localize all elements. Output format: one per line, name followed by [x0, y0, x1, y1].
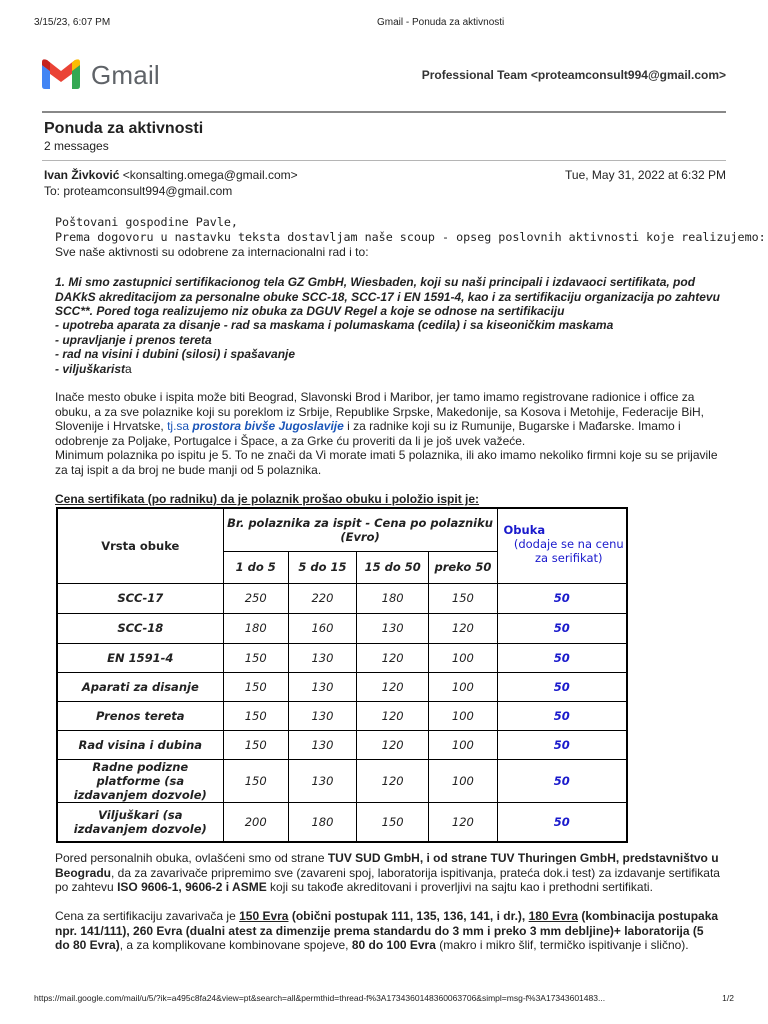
- page-number: 1/2: [722, 993, 734, 1003]
- paragraph-scc: 1. Mi smo zastupnici sertifikacionog tela GZ GmbH, Wiesbaden, koji su naši principali i izdavaoci sertifikata, pod DAKkS akreditacijom za personalne obuke SCC-18, SCC-17 i EN 1591-4, kao i za sertifikaciju organizacija po zahtevu SCC**. Pored toga realizujemo niz obuka za DGUV Regel a koje se odnose na sertifikaciju: [55, 275, 720, 318]
- print-datetime: 3/15/23, 6:07 PM: [34, 17, 111, 28]
- table-row: SCC-18 180 160 130 120 50: [57, 613, 627, 643]
- print-title: Gmail - Ponuda za aktivnosti: [377, 17, 505, 28]
- price-table: [56, 507, 628, 843]
- table-row: EN 1591-4 150 130 120 100 50: [57, 643, 627, 672]
- bullet-item: - upravljanje i prenos tereta: [55, 332, 212, 347]
- sub-header: 5 do 15: [288, 551, 356, 583]
- header-vrsta-obuke: Vrsta obuke: [57, 508, 223, 583]
- table-title: Cena sertifikata (po radniku) da je polaznik prošao obuku i položio ispit je:: [55, 492, 480, 506]
- bullet-list: [55, 318, 720, 376]
- link-yugoslavia[interactable]: prostora bivše Jugoslavije: [192, 419, 344, 433]
- intro-2: Sve naše aktivnosti su odobrene za internacionalni rad i to:: [55, 245, 369, 259]
- header-divider: [42, 111, 726, 113]
- table-row: Viljuškari (sa izdavanjem dozvole) 200 180 150 120 50: [57, 802, 627, 842]
- header-group: Br. polaznika za ispit - Cena po polazniku (Evro): [223, 508, 497, 551]
- sub-header: preko 50: [429, 551, 497, 583]
- paragraph-tuv: Pored personalnih obuka, ovlašćeni smo od strane TUV SUD GmbH, i od strane TUV Thuringen GmbH, predstavništvo u Beogradu, da za zavarivače pripremimo sve (zavareni spoj, laboratorija ispitivanja, prateća dok.i test) za izdavanje sertifikata po zahtevu ISO 9606-1, 9606-2 i ASME koji su takođe akreditovani i proverljivi na sajtu kao i prethodni sertifikati.: [55, 851, 720, 894]
- recipient: To: proteamconsult994@gmail.com: [44, 184, 233, 198]
- intro: Prema dogovoru u nastavku teksta dostavljam naše scoup - opseg poslovnih aktivnosti koje realizujemo:: [55, 230, 766, 244]
- bullet-item: - viljuškarista: [55, 361, 132, 376]
- sender-name: Ivan Živković: [44, 168, 120, 182]
- sub-header: 15 do 50: [357, 551, 429, 583]
- paragraph-welding-prices: Cena za sertifikaciju zavarivača je 150 Evra (obični postupak 111, 135, 136, 141, i dr.), 180 Evra (kombinacija postupaka npr. 141/111), 260 Evra (dualni atest za dimenzije prema standardu do 3 mm i preko 3 mm debljine)+ laboratorija (5 do 80 Evra), a za komplikovane kombinovane spojeve, 80 do 100 Evra (makro i mikro šlif, termičko ispitivanje i slično).: [55, 909, 719, 952]
- table-row: Prenos tereta 150 130 120 100 50: [57, 701, 627, 730]
- message-date: Tue, May 31, 2022 at 6:32 PM: [565, 168, 726, 182]
- gmail-wordmark: Gmail: [91, 60, 160, 90]
- link-tj-sa[interactable]: tj.sa: [167, 419, 190, 433]
- header-obuka: Obuka (dodaje se na cenu za serifikat): [497, 508, 627, 583]
- greeting: Poštovani gospodine Pavle,: [55, 215, 238, 229]
- message-count: 2 messages: [44, 139, 109, 153]
- sender-email: <konsalting.omega@gmail.com>: [122, 168, 298, 182]
- table-row: Radne podizne platforme (sa izdavanjem dozvole) 150 130 120 100 50: [57, 759, 627, 802]
- bullet-tail: a: [125, 361, 132, 376]
- table-row: SCC-17 250 220 180 150 50: [57, 583, 627, 613]
- table-row: Aparati za disanje 150 130 120 100 50: [57, 672, 627, 701]
- thread-subject: Ponuda za aktivnosti: [44, 120, 204, 137]
- thread-divider: [42, 160, 726, 161]
- sender: [44, 168, 298, 182]
- print-url: https://mail.google.com/mail/u/5/?ik=a495c8fa24&view=pt&search=all&permthid=thread-f%3A1734360148360063706&simpl=msg-f%3A17343601483...: [34, 993, 606, 1003]
- account-label: Professional Team <proteamconsult994@gmail.com>: [421, 68, 726, 82]
- table-row: Rad visina i dubina 150 130 120 100 50: [57, 730, 627, 759]
- sub-header: 1 do 5: [223, 551, 288, 583]
- gmail-logo-icon: [42, 58, 80, 89]
- paragraph-location: Inače mesto obuke i ispita može biti Beograd, Slavonski Brod i Maribor, jer tamo imamo registrovane radionice i office za obuku, a za sve polaznike koji su poreklom iz Srbije, Republike Srpske, Makedonije, sa Kosova i Metohije, Federacije BiH, Slovenije i Hrvatske, tj.sa prostora bivše Jugoslavije i za radnike koji su iz Rumunije, Bugarske i Mađarske. Imamo i odobrenje za Poljake, Portugalce i Špace, a za Grke ću proveriti da li je još uvek važeće. Minimum polaznika po ispitu je 5. To ne znači da Vi morate imati 5 polaznika, ili ako imamo nekoliko firmni koje su se prijavile za taj ispit a da broj ne bude manji od 5 polaznika.: [55, 390, 718, 477]
- bullet-item: - rad na visini i dubini (silosi) i spašavanje: [55, 347, 296, 361]
- bullet-item: - upotreba aparata za disanje - rad sa maskama i polumaskama (cedila) i sa kiseoničkim maskama: [55, 318, 614, 332]
